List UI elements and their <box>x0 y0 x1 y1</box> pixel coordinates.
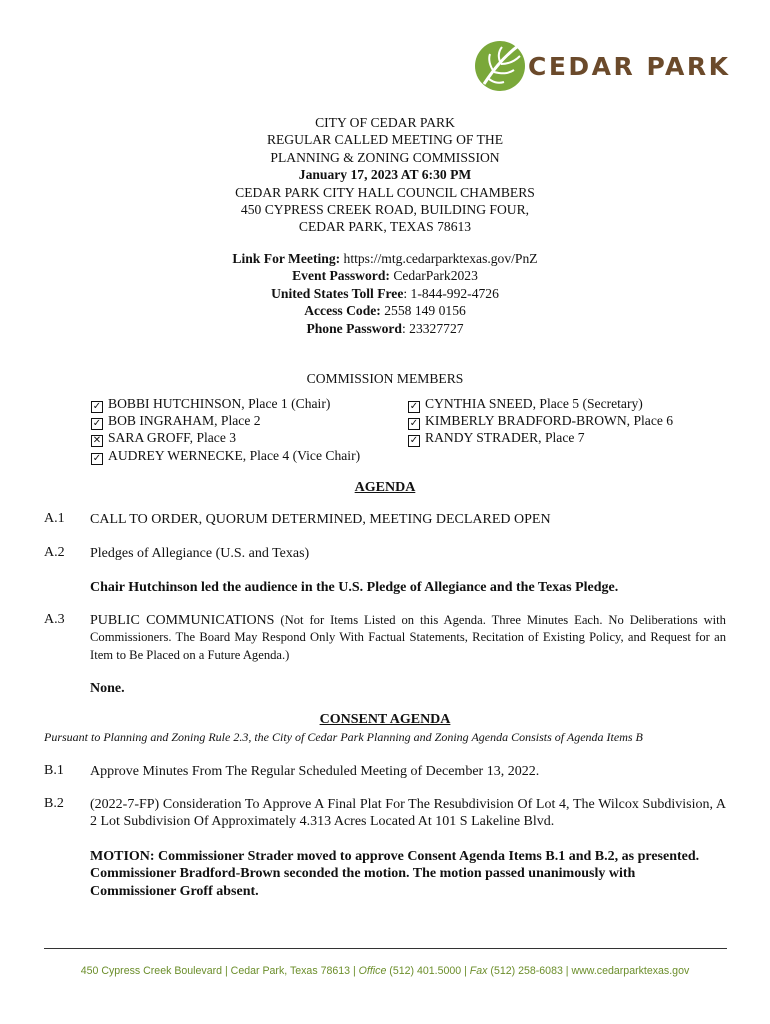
consent-pursuant-note: Pursuant to Planning and Zoning Rule 2.3, the City of Cedar Park Planning and Zoning Agenda Consists of Agenda Items B <box>44 730 643 744</box>
header-location: CEDAR PARK CITY HALL COUNCIL CHAMBERS <box>235 184 535 200</box>
meeting-link[interactable]: https://mtg.cedarparktexas.gov/PnZ <box>340 251 538 266</box>
agenda-a2-note: Chair Hutchinson led the audience in the U.S. Pledge of Allegiance and the Texas Pledge. <box>90 580 619 595</box>
members-title: COMMISSION MEMBERS <box>306 371 464 386</box>
logo-wordmark: CEDAR PARK <box>528 52 731 81</box>
header-address-line2: CEDAR PARK, TEXAS 78613 <box>298 219 472 235</box>
consent-item-b2: (2022-7-FP) Consideration To Approve A Final Plat For The Resubdivision Of Lot 4, The Wilcox Subdivision, A 2 Lot Subdivision Of Approximately 4.313 Acres Located At 101 S Lakeline Blvd. <box>90 797 726 830</box>
consent-agenda-title: CONSENT AGENDA <box>319 712 451 727</box>
agenda-a3-note: None. <box>90 681 125 696</box>
agenda-title: AGENDA <box>354 480 416 495</box>
leaf-icon <box>474 38 526 94</box>
access-code: 2558 149 0156 <box>380 303 466 319</box>
header-city: CITY OF CEDAR PARK <box>315 115 455 130</box>
item-number: A.2 <box>44 545 65 560</box>
member-item: ✓ AUDREY WERNECKE, Place 4 (Vice Chair) <box>92 447 361 464</box>
access-code-label: Access Code: <box>304 303 381 319</box>
footer-divider <box>44 948 727 949</box>
link-label: Link For Meeting: <box>232 251 341 266</box>
header-meeting-type: REGULAR CALLED MEETING OF THE <box>266 132 504 148</box>
checkbox-icon: ✓ <box>409 418 419 430</box>
member-item: ✓ RANDY STRADER, Place 7 <box>409 430 585 447</box>
member-item: ✓ KIMBERLY BRADFORD-BROWN, Place 6 <box>409 413 674 430</box>
agenda-item-a1: CALL TO ORDER, QUORUM DETERMINED, MEETING DECLARED OPEN <box>90 512 551 527</box>
agenda-item-a3: PUBLIC COMMUNICATIONS (Not for Items Listed on this Agenda. Three Minutes Each. No Deliberations with Commissioners. The Board May Respond Only With Factual Statements, Recitation of Existing Policy, and Request for an Item to Be Placed on a Future Agenda.) <box>90 613 726 662</box>
meeting-header <box>0 114 770 236</box>
checkbox-icon: ✓ <box>409 435 419 447</box>
checkbox-icon: ✓ <box>92 418 102 430</box>
password-label: Event Password: <box>292 268 390 284</box>
event-password: CedarPark2023 <box>389 268 478 284</box>
member-item: ✓ BOB INGRAHAM, Place 2 <box>92 413 261 430</box>
agenda-a3-detail: (Not for Items Listed on this Agenda. Three Minutes Each. No Deliberations with Commissioners. The Board May Respond Only With Factual Statements, Recitation of Existing Policy, and Request for an Item to Be Placed on a Future Agenda.) <box>90 613 726 662</box>
tollfree-number: : 1-844-992-4726 <box>403 285 499 301</box>
consent-item-b1: Approve Minutes From The Regular Scheduled Meeting of December 13, 2022. <box>90 764 540 779</box>
consent-motion: MOTION: Commissioner Strader moved to approve Consent Agenda Items B.1 and B.2, as presented. Commissioner Bradford-Brown seconded the motion. The motion passed unanimously with Commissioner Groff absent. <box>90 849 700 899</box>
checkbox-icon: ✓ <box>92 401 102 412</box>
meeting-access-info <box>0 250 770 337</box>
phone-password-label: Phone Password <box>306 320 402 336</box>
phone-password: : 23327727 <box>401 320 464 336</box>
checkbox-absent-icon: ✕ <box>92 435 102 447</box>
page-footer: 450 Cypress Creek Boulevard | Cedar Park, Texas 78613 | Office (512) 401.5000 | Fax (512) 258-6083 | www.cedarparktexas.gov <box>80 965 690 977</box>
member-item: ✓ CYNTHIA SNEED, Place 5 (Secretary) <box>409 396 643 412</box>
tollfree-label: United States Toll Free <box>271 285 404 301</box>
member-item: ✕ SARA GROFF, Place 3 <box>92 430 237 447</box>
member-item: ✓ BOBBI HUTCHINSON, Place 1 (Chair) <box>92 396 331 412</box>
checkbox-icon: ✓ <box>409 401 419 412</box>
item-number: A.1 <box>44 511 65 526</box>
cedar-park-logo <box>474 38 731 94</box>
members-right-column <box>408 395 673 447</box>
item-number: B.2 <box>44 796 64 811</box>
header-address-line1: 450 CYPRESS CREEK ROAD, BUILDING FOUR, <box>240 202 530 218</box>
agenda-item-a2: Pledges of Allegiance (U.S. and Texas) <box>90 546 310 561</box>
checkbox-icon: ✓ <box>92 452 102 464</box>
header-commission: PLANNING & ZONING COMMISSION <box>270 149 500 165</box>
item-number: A.3 <box>44 612 65 627</box>
header-date: January 17, 2023 AT 6:30 PM <box>298 167 472 183</box>
item-number: B.1 <box>44 763 64 778</box>
members-left-column <box>91 395 360 464</box>
